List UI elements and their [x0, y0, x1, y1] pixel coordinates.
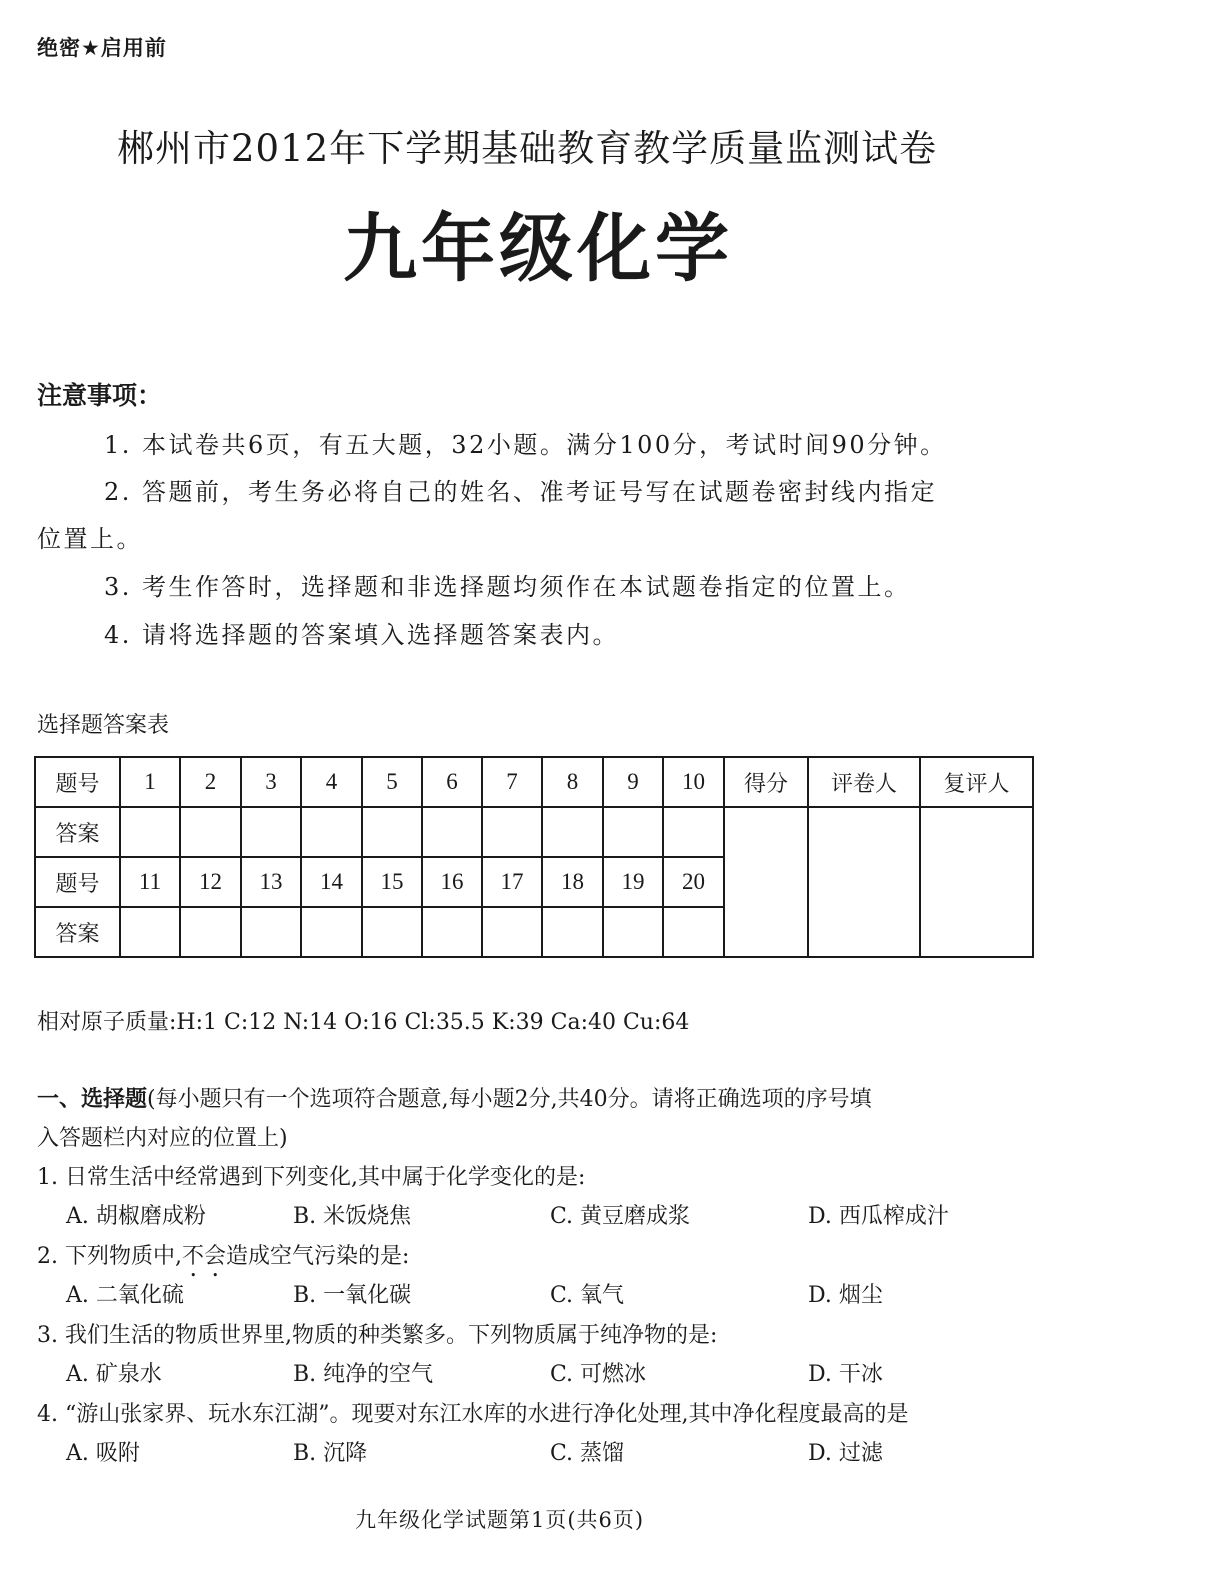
question-1-option-d: D. 西瓜榨成汁 — [808, 1204, 949, 1229]
section-1-desc: (每小题只有一个选项符合题意,每小题2分,共40分。请将正确选项的序号填 — [147, 1087, 872, 1112]
question-3-stem: 3. 我们生活的物质世界里,物质的种类繁多。下列物质属于纯净物的是: — [37, 1323, 718, 1348]
grader-cell[interactable] — [808, 807, 920, 957]
question-number-cell: 9 — [603, 757, 663, 807]
answer-cell[interactable] — [422, 907, 482, 957]
question-number-cell: 4 — [301, 757, 362, 807]
question-2-stem-post: 造成空气污染的是: — [226, 1244, 410, 1269]
question-2-stem — [37, 1239, 409, 1282]
question-4-stem: 4. “游山张家界、玩水东江湖”。现要对东江水库的水进行净化处理,其中净化程度最高的是 — [37, 1402, 909, 1427]
question-4-option-a: A. 吸附 — [66, 1441, 140, 1466]
question-1-stem: 1. 日常生活中经常遇到下列变化,其中属于化学变化的是: — [37, 1165, 586, 1190]
label-question-number: 题号 — [35, 757, 120, 807]
reviewer-header: 复评人 — [920, 757, 1033, 807]
exam-title: 郴州市2012年下学期基础教育教学质量监测试卷 — [117, 127, 938, 170]
question-2-option-d: D. 烟尘 — [808, 1283, 883, 1308]
question-number-cell: 10 — [663, 757, 724, 807]
question-number-cell: 1 — [120, 757, 180, 807]
grader-header: 评卷人 — [808, 757, 920, 807]
answer-cell[interactable] — [241, 907, 301, 957]
answer-table — [34, 756, 1034, 958]
question-number-cell: 14 — [301, 857, 362, 907]
question-1-option-c: C. 黄豆磨成浆 — [550, 1204, 691, 1229]
question-4-option-b: B. 沉降 — [293, 1441, 368, 1466]
table-row — [35, 807, 1033, 857]
question-3-option-b: B. 纯净的空气 — [293, 1362, 434, 1387]
question-3-option-c: C. 可燃冰 — [550, 1362, 647, 1387]
answer-cell[interactable] — [603, 807, 663, 857]
question-2-option-c: C. 氧气 — [550, 1283, 625, 1308]
section-1-desc-cont: 入答题栏内对应的位置上) — [37, 1126, 288, 1151]
answer-cell[interactable] — [301, 907, 362, 957]
answer-cell[interactable] — [120, 807, 180, 857]
table-row — [35, 757, 1033, 807]
question-number-cell: 11 — [120, 857, 180, 907]
confidential-label: 绝密★启用前 — [37, 36, 167, 60]
question-3-option-d: D. 干冰 — [808, 1362, 883, 1387]
label-answer: 答案 — [35, 907, 120, 957]
question-number-cell: 20 — [663, 857, 724, 907]
answer-cell[interactable] — [542, 907, 603, 957]
question-number-cell: 5 — [362, 757, 422, 807]
question-number-cell: 19 — [603, 857, 663, 907]
score-cell[interactable] — [724, 807, 808, 957]
notice-item-2-cont: 位置上。 — [37, 525, 143, 553]
question-2-emphasis: 不会 — [181, 1244, 226, 1269]
question-2-option-b: B. 一氧化碳 — [293, 1283, 412, 1308]
answer-cell[interactable] — [482, 807, 542, 857]
page-footer: 九年级化学试题第1页(共6页) — [355, 1508, 645, 1532]
question-2-stem-pre: 2. 下列物质中, — [37, 1244, 182, 1269]
answer-cell[interactable] — [422, 807, 482, 857]
answer-cell[interactable] — [663, 807, 724, 857]
question-number-cell: 8 — [542, 757, 603, 807]
question-4-option-c: C. 蒸馏 — [550, 1441, 625, 1466]
question-1-option-a: A. 胡椒磨成粉 — [66, 1204, 206, 1229]
question-number-cell: 17 — [482, 857, 542, 907]
question-number-cell: 6 — [422, 757, 482, 807]
section-1-title: 一、选择题 — [37, 1087, 148, 1112]
answer-table-caption: 选择题答案表 — [37, 713, 170, 738]
question-number-cell: 18 — [542, 857, 603, 907]
question-2-option-a: A. 二氧化硫 — [66, 1283, 184, 1308]
question-number-cell: 3 — [241, 757, 301, 807]
question-number-cell: 15 — [362, 857, 422, 907]
notice-item-2: 2. 答题前，考生务必将自己的姓名、准考证号写在试题卷密封线内指定 — [104, 478, 938, 506]
score-header: 得分 — [724, 757, 808, 807]
answer-cell[interactable] — [120, 907, 180, 957]
answer-cell[interactable] — [482, 907, 542, 957]
answer-cell[interactable] — [180, 907, 241, 957]
subject-title: 九年级化学 — [343, 206, 733, 292]
question-1-option-b: B. 米饭烧焦 — [293, 1204, 412, 1229]
answer-cell[interactable] — [241, 807, 301, 857]
question-number-cell: 12 — [180, 857, 241, 907]
answer-cell[interactable] — [603, 907, 663, 957]
question-number-cell: 16 — [422, 857, 482, 907]
notice-item-1: 1. 本试卷共6页，有五大题，32小题。满分100分，考试时间90分钟。 — [104, 431, 947, 459]
answer-cell[interactable] — [542, 807, 603, 857]
answer-cell[interactable] — [362, 907, 422, 957]
notice-item-4: 4. 请将选择题的答案填入选择题答案表内。 — [104, 621, 620, 649]
answer-cell[interactable] — [362, 807, 422, 857]
answer-cell[interactable] — [301, 807, 362, 857]
question-4-option-d: D. 过滤 — [808, 1441, 883, 1466]
answer-cell[interactable] — [180, 807, 241, 857]
question-number-cell: 13 — [241, 857, 301, 907]
atomic-masses: 相对原子质量:H:1 C:12 N:14 O:16 Cl:35.5 K:39 Ca:40 Cu:64 — [37, 1010, 690, 1035]
answer-cell[interactable] — [663, 907, 724, 957]
label-answer: 答案 — [35, 807, 120, 857]
label-question-number: 题号 — [35, 857, 120, 907]
section-1-header — [37, 1082, 872, 1113]
reviewer-cell[interactable] — [920, 807, 1033, 957]
question-number-cell: 2 — [180, 757, 241, 807]
question-3-option-a: A. 矿泉水 — [66, 1362, 162, 1387]
notice-item-3: 3. 考生作答时，选择题和非选择题均须作在本试题卷指定的位置上。 — [104, 573, 911, 601]
notice-heading: 注意事项： — [37, 381, 163, 410]
question-number-cell: 7 — [482, 757, 542, 807]
